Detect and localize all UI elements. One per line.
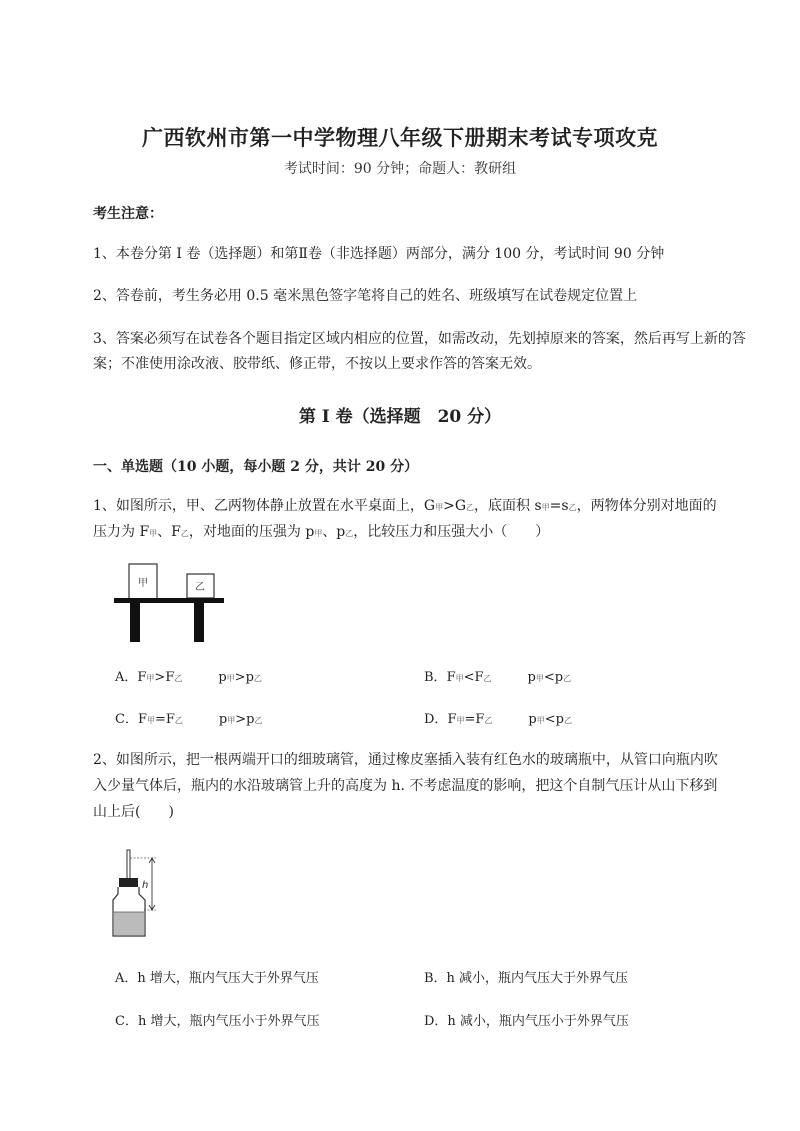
q2-option-d[interactable]: D．h 减小，瓶内气压小于外界气压 bbox=[424, 1014, 629, 1029]
table-leg-left bbox=[130, 603, 140, 642]
q2-option-c[interactable]: C．h 增大，瓶内气压小于外界气压 bbox=[115, 1014, 320, 1029]
table-leg-right bbox=[194, 603, 204, 642]
section-title: 第 I 卷（选择题 20 分） bbox=[298, 407, 502, 427]
q2-barometer-figure bbox=[108, 848, 168, 940]
q2-option-b[interactable]: B．h 减小，瓶内气压大于外界气压 bbox=[424, 971, 629, 986]
question-2-line-2: 入少量气体后，瓶内的水沿玻璃管上升的高度为 h. 不考虑温度的影响，把这个自制气压计从山下移到 bbox=[93, 778, 718, 794]
notice-item-1: 1、本卷分第 I 卷（选择题）和第Ⅱ卷（非选择题）两部分，满分 100 分，考试时间 90 分钟 bbox=[93, 246, 665, 262]
page-title: 广西钦州市第一中学物理八年级下册期末考试专项攻克 bbox=[142, 125, 658, 150]
question-2-line-1: 2、如图所示，把一根两端开口的细玻璃管，通过橡皮塞插入装有红色水的玻璃瓶中，从管口向瓶内吹 bbox=[93, 752, 718, 768]
notice-item-3: 3、答案必须写在试卷各个题目指定区域内相应的位置，如需改动，先划掉原来的答案，然后再写上新的答案；不准使用涂改液、胶带纸、修正带，不按以上要求作答的答案无效。 bbox=[93, 331, 746, 372]
h-label: h bbox=[142, 880, 149, 891]
q2-option-a[interactable]: A．h 增大，瓶内气压大于外界气压 bbox=[115, 971, 319, 986]
bottle-water bbox=[114, 912, 144, 935]
notice-item-2: 2、答卷前，考生务必用 0.5 毫米黑色签字笔将自己的姓名、班级填写在试卷规定位置上 bbox=[93, 288, 638, 304]
question-2-line-3: 山上后( ) bbox=[93, 804, 174, 820]
q1-option-c[interactable]: C．F甲=F乙 p甲>p乙 bbox=[115, 712, 263, 727]
block-jia-label: 甲 bbox=[138, 578, 148, 589]
question-1-line-1: 1、如图所示，甲、乙两物体静止放置在水平桌面上，G甲>G乙，底面积 s甲=s乙，两物体分别对地面的 bbox=[93, 498, 717, 514]
question-1-line-2: 压力为 F甲、F乙，对地面的压强为 p甲、p乙，比较压力和压强大小（ ） bbox=[93, 524, 550, 540]
q1-option-a[interactable]: A．F甲>F乙 p甲>p乙 bbox=[115, 670, 262, 685]
notice-heading: 考生注意： bbox=[93, 206, 163, 222]
q1-table-figure bbox=[112, 562, 228, 644]
table-top bbox=[114, 598, 224, 603]
q1-option-d[interactable]: D．F甲=F乙 p甲<p乙 bbox=[424, 712, 572, 727]
rubber-stopper bbox=[119, 878, 138, 887]
question-type-heading: 一、单选题（10 小题，每小题 2 分，共计 20 分） bbox=[93, 459, 419, 475]
exam-info: 考试时间：90 分钟；命题人：教研组 bbox=[283, 161, 517, 177]
q1-option-b[interactable]: B．F甲<F乙 p甲<p乙 bbox=[424, 670, 572, 685]
block-yi-label: 乙 bbox=[195, 582, 205, 593]
